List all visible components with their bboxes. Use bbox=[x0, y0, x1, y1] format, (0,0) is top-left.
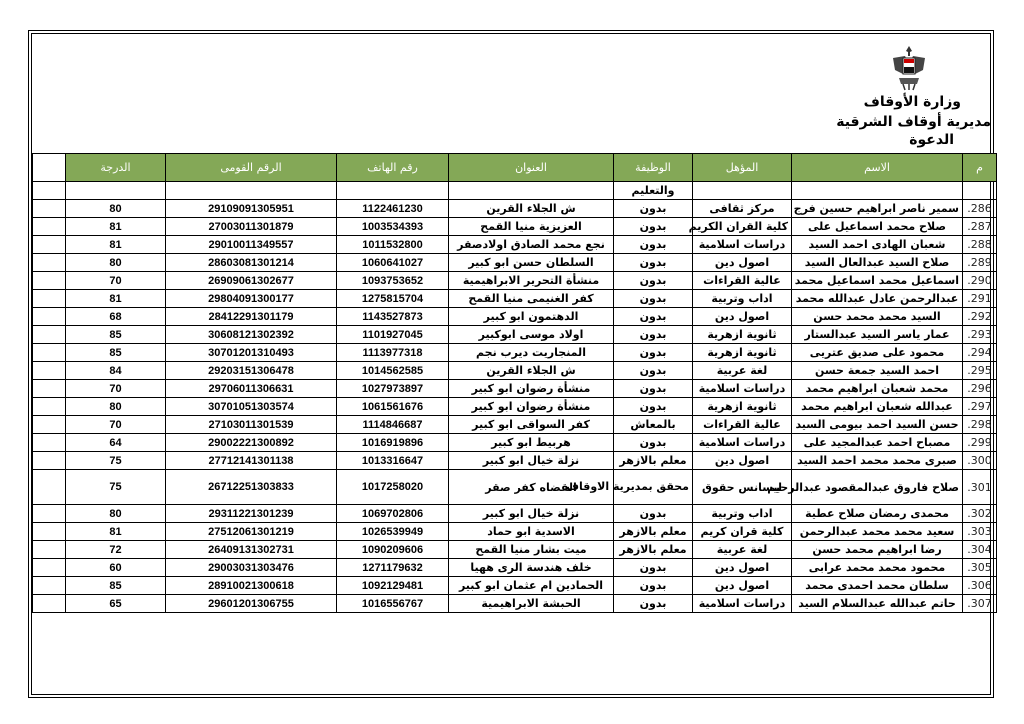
cell-national-id: 29003031303476 bbox=[166, 559, 337, 577]
cell-national-id: 29804091300177 bbox=[166, 290, 337, 308]
cell-index: 300. bbox=[963, 452, 997, 470]
cell-grade: 84 bbox=[66, 362, 166, 380]
cell-spacer bbox=[33, 236, 66, 254]
cell-name: حاتم عبدالله عبدالسلام السيد bbox=[792, 595, 963, 613]
cell-national-id: 27103011301539 bbox=[166, 416, 337, 434]
cell-address: اولاد موسى ابوكبير bbox=[449, 326, 614, 344]
cell-name: صلاح السيد عبدالعال السيد bbox=[792, 254, 963, 272]
cell-grade: 70 bbox=[66, 272, 166, 290]
cell-phone: 1014562585 bbox=[337, 362, 449, 380]
cell-spacer bbox=[33, 218, 66, 236]
cell-name: محمد شعبان ابراهيم محمد bbox=[792, 380, 963, 398]
cell-name bbox=[792, 182, 963, 200]
cell-index: 299. bbox=[963, 434, 997, 452]
cell-name: حسن السيد احمد بيومى السيد bbox=[792, 416, 963, 434]
cell-qualification: اصول دين bbox=[693, 452, 792, 470]
cell-index: 290. bbox=[963, 272, 997, 290]
cell-job: بالمعاش bbox=[614, 416, 693, 434]
cell-address: ش الجلاء القرين bbox=[449, 362, 614, 380]
cell-job: بدون bbox=[614, 326, 693, 344]
cell-grade: 70 bbox=[66, 380, 166, 398]
cell-address: ش الجلاء القرين bbox=[449, 200, 614, 218]
cell-index: 301. bbox=[963, 470, 997, 505]
header-national-id: الرقم القومى bbox=[166, 154, 337, 182]
cell-national-id: 29311221301239 bbox=[166, 505, 337, 523]
cell-phone: 1011532800 bbox=[337, 236, 449, 254]
cell-index: 305. bbox=[963, 559, 997, 577]
cell-qualification: كلية قران كريم bbox=[693, 523, 792, 541]
ministry-title: وزارة الأوقاف bbox=[863, 94, 961, 110]
cell-qualification bbox=[693, 182, 792, 200]
cell-address: العزيزية منيا القمح bbox=[449, 218, 614, 236]
cell-job: بدون bbox=[614, 380, 693, 398]
cell-national-id: 28603081301214 bbox=[166, 254, 337, 272]
cell-qualification: اصول دين bbox=[693, 254, 792, 272]
cell-spacer bbox=[33, 470, 66, 505]
cell-grade: 81 bbox=[66, 290, 166, 308]
cell-address: كفر الغنيمى منيا القمح bbox=[449, 290, 614, 308]
cell-index: 295. bbox=[963, 362, 997, 380]
cell-national-id: 27003011301879 bbox=[166, 218, 337, 236]
table-row bbox=[33, 272, 997, 290]
cell-qualification: كلية القران الكريم bbox=[693, 218, 792, 236]
cell-spacer bbox=[33, 577, 66, 595]
cell-grade bbox=[66, 182, 166, 200]
table-row bbox=[33, 290, 997, 308]
cell-qualification: دراسات اسلامية bbox=[693, 236, 792, 254]
cell-name: محمود على صديق عتريى bbox=[792, 344, 963, 362]
cell-spacer bbox=[33, 344, 66, 362]
table-body bbox=[33, 182, 997, 613]
cell-spacer bbox=[33, 200, 66, 218]
cell-grade: 81 bbox=[66, 218, 166, 236]
cell-address: منشأة رضوان ابو كبير bbox=[449, 398, 614, 416]
header-phone: رقم الهاتف bbox=[337, 154, 449, 182]
header-name: الاسم bbox=[792, 154, 963, 182]
cell-spacer bbox=[33, 254, 66, 272]
cell-job: بدون bbox=[614, 559, 693, 577]
cell-index: 288. bbox=[963, 236, 997, 254]
cell-grade: 81 bbox=[66, 236, 166, 254]
table-row bbox=[33, 577, 997, 595]
department-title: الدعوة bbox=[909, 132, 954, 148]
cell-phone: 1026539949 bbox=[337, 523, 449, 541]
cell-job: بدون bbox=[614, 272, 693, 290]
cell-qualification: ثانوية ازهرية bbox=[693, 344, 792, 362]
cell-job: معلم بالازهر bbox=[614, 523, 693, 541]
cell-job: معلم بالازهر bbox=[614, 452, 693, 470]
cell-qualification: مركز ثقافى bbox=[693, 200, 792, 218]
eagle-emblem-icon bbox=[889, 44, 929, 92]
table-row bbox=[33, 470, 997, 505]
table-row bbox=[33, 523, 997, 541]
cell-spacer bbox=[33, 308, 66, 326]
cell-national-id: 29010011349557 bbox=[166, 236, 337, 254]
cell-qualification: دراسات اسلامية bbox=[693, 595, 792, 613]
cell-spacer bbox=[33, 452, 66, 470]
cell-name: سمير ناصر ابراهيم حسين فرج bbox=[792, 200, 963, 218]
cell-qualification: اصول دين bbox=[693, 559, 792, 577]
cell-name: صلاح فاروق عبدالمقصود عبدالرحيم bbox=[792, 470, 963, 505]
cell-phone: 1143527873 bbox=[337, 308, 449, 326]
cell-spacer bbox=[33, 326, 66, 344]
cell-job: بدون bbox=[614, 200, 693, 218]
cell-grade: 70 bbox=[66, 416, 166, 434]
cell-phone: 1092129481 bbox=[337, 577, 449, 595]
cell-grade: 75 bbox=[66, 470, 166, 505]
cell-grade: 75 bbox=[66, 452, 166, 470]
cell-name: احمد السيد جمعة حسن bbox=[792, 362, 963, 380]
cell-phone: 1122461230 bbox=[337, 200, 449, 218]
cell-name: اسماعيل محمد اسماعيل محمد bbox=[792, 272, 963, 290]
cell-address: نزلة خيال ابو كبير bbox=[449, 505, 614, 523]
cell-phone: 1013316647 bbox=[337, 452, 449, 470]
cell-spacer bbox=[33, 559, 66, 577]
cell-job: بدون bbox=[614, 362, 693, 380]
cell-qualification: عالية القراءات bbox=[693, 272, 792, 290]
cell-spacer bbox=[33, 290, 66, 308]
cell-job: بدون bbox=[614, 290, 693, 308]
cell-national-id: 29706011306631 bbox=[166, 380, 337, 398]
cell-name: مصباح احمد عبدالمجيد على bbox=[792, 434, 963, 452]
cell-job: بدون bbox=[614, 218, 693, 236]
cell-phone: 1027973897 bbox=[337, 380, 449, 398]
cell-index bbox=[963, 182, 997, 200]
cell-job: والتعليم bbox=[614, 182, 693, 200]
cell-address: كفر السواقى ابو كبير bbox=[449, 416, 614, 434]
cell-qualification: ليسانس حقوق bbox=[693, 470, 792, 505]
cell-qualification: اداب وتربية bbox=[693, 505, 792, 523]
cell-address: الحبشة الابراهيمية bbox=[449, 595, 614, 613]
cell-address: منشأة التحرير الابراهيمية bbox=[449, 272, 614, 290]
cell-qualification: اداب وتربية bbox=[693, 290, 792, 308]
cell-name: صلاح محمد اسماعيل على bbox=[792, 218, 963, 236]
cell-job: بدون bbox=[614, 505, 693, 523]
header-spacer bbox=[33, 154, 66, 182]
cell-phone: 1090209606 bbox=[337, 541, 449, 559]
cell-phone: 1275815704 bbox=[337, 290, 449, 308]
cell-national-id: 30701051303574 bbox=[166, 398, 337, 416]
table-row bbox=[33, 398, 997, 416]
cell-index: 293. bbox=[963, 326, 997, 344]
cell-index: 287. bbox=[963, 218, 997, 236]
cell-grade: 85 bbox=[66, 577, 166, 595]
cell-grade: 80 bbox=[66, 200, 166, 218]
cell-job: بدون bbox=[614, 595, 693, 613]
cell-qualification: دراسات اسلامية bbox=[693, 380, 792, 398]
cell-qualification: ثانوية ازهرية bbox=[693, 398, 792, 416]
cell-qualification: عالية القراءات bbox=[693, 416, 792, 434]
cell-index: 292. bbox=[963, 308, 997, 326]
cell-grade: 85 bbox=[66, 344, 166, 362]
cell-address: هربيط ابو كبير bbox=[449, 434, 614, 452]
cell-national-id: 29002221300892 bbox=[166, 434, 337, 452]
cell-phone: 1101927045 bbox=[337, 326, 449, 344]
cell-job: بدون bbox=[614, 434, 693, 452]
cell-qualification: ثانوية ازهرية bbox=[693, 326, 792, 344]
cell-national-id: 28412291301179 bbox=[166, 308, 337, 326]
cell-index: 298. bbox=[963, 416, 997, 434]
cell-name: عبدالرحمن عادل عبدالله محمد bbox=[792, 290, 963, 308]
cell-grade: 80 bbox=[66, 505, 166, 523]
cell-index: 303. bbox=[963, 523, 997, 541]
cell-job: بدون bbox=[614, 308, 693, 326]
table-row bbox=[33, 505, 997, 523]
cell-phone: 1114846687 bbox=[337, 416, 449, 434]
cell-national-id bbox=[166, 182, 337, 200]
cell-index: 291. bbox=[963, 290, 997, 308]
cell-address: القضاه كفر صقر bbox=[449, 470, 614, 505]
cell-spacer bbox=[33, 362, 66, 380]
table-row bbox=[33, 362, 997, 380]
cell-name: سلطان محمد احمدى محمد bbox=[792, 577, 963, 595]
cell-phone: 1016919896 bbox=[337, 434, 449, 452]
cell-address: الاسدية ابو حماد bbox=[449, 523, 614, 541]
header-address: العنوان bbox=[449, 154, 614, 182]
cell-index: 286. bbox=[963, 200, 997, 218]
cell-spacer bbox=[33, 272, 66, 290]
cell-name: محمود محمد محمد عرابى bbox=[792, 559, 963, 577]
cell-national-id: 29601201306755 bbox=[166, 595, 337, 613]
cell-spacer bbox=[33, 416, 66, 434]
cell-name: محمدى رمضان صلاح عطية bbox=[792, 505, 963, 523]
cell-name: السيد محمد محمد حسن bbox=[792, 308, 963, 326]
cell-grade: 60 bbox=[66, 559, 166, 577]
cell-address bbox=[449, 182, 614, 200]
cell-phone: 1093753652 bbox=[337, 272, 449, 290]
cell-national-id: 26909061302677 bbox=[166, 272, 337, 290]
cell-grade: 80 bbox=[66, 398, 166, 416]
cell-index: 296. bbox=[963, 380, 997, 398]
cell-spacer bbox=[33, 505, 66, 523]
table-row-carry-over bbox=[33, 182, 997, 200]
cell-phone: 1069702806 bbox=[337, 505, 449, 523]
cell-address: السلطان حسن ابو كبير bbox=[449, 254, 614, 272]
cell-qualification: لغة عربية bbox=[693, 541, 792, 559]
cell-address: نجع محمد الصادق اولادصقر bbox=[449, 236, 614, 254]
cell-national-id: 27712141301138 bbox=[166, 452, 337, 470]
cell-index: 294. bbox=[963, 344, 997, 362]
cell-national-id: 30701201310493 bbox=[166, 344, 337, 362]
cell-spacer bbox=[33, 380, 66, 398]
table-row bbox=[33, 452, 997, 470]
cell-index: 304. bbox=[963, 541, 997, 559]
cell-national-id: 27512061301219 bbox=[166, 523, 337, 541]
table-header-row bbox=[33, 154, 997, 182]
cell-address: منشأة رضوان ابو كبير bbox=[449, 380, 614, 398]
header-index: م bbox=[963, 154, 997, 182]
cell-spacer bbox=[33, 398, 66, 416]
directorate-title: مديرية أوقاف الشرقية bbox=[836, 114, 991, 130]
cell-grade: 64 bbox=[66, 434, 166, 452]
cell-grade: 65 bbox=[66, 595, 166, 613]
cell-address: ميت بشار منيا القمح bbox=[449, 541, 614, 559]
cell-qualification: اصول دين bbox=[693, 308, 792, 326]
cell-phone: 1061561676 bbox=[337, 398, 449, 416]
cell-address: الدهتمون ابو كبير bbox=[449, 308, 614, 326]
table-row bbox=[33, 236, 997, 254]
table-row bbox=[33, 434, 997, 452]
cell-index: 289. bbox=[963, 254, 997, 272]
table-row bbox=[33, 308, 997, 326]
cell-grade: 72 bbox=[66, 541, 166, 559]
cell-job: بدون bbox=[614, 344, 693, 362]
header-grade: الدرجة bbox=[66, 154, 166, 182]
cell-address: نزلة خيال ابو كبير bbox=[449, 452, 614, 470]
cell-phone bbox=[337, 182, 449, 200]
cell-grade: 68 bbox=[66, 308, 166, 326]
table-row bbox=[33, 559, 997, 577]
cell-grade: 85 bbox=[66, 326, 166, 344]
header-qualification: المؤهل bbox=[693, 154, 792, 182]
cell-grade: 81 bbox=[66, 523, 166, 541]
cell-national-id: 29203151306478 bbox=[166, 362, 337, 380]
cell-job: بدون bbox=[614, 236, 693, 254]
cell-index: 306. bbox=[963, 577, 997, 595]
table-row bbox=[33, 218, 997, 236]
table-row bbox=[33, 344, 997, 362]
cell-grade: 80 bbox=[66, 254, 166, 272]
cell-phone: 1113977318 bbox=[337, 344, 449, 362]
cell-national-id: 30608121302392 bbox=[166, 326, 337, 344]
table-row bbox=[33, 595, 997, 613]
cell-national-id: 26712251303833 bbox=[166, 470, 337, 505]
cell-phone: 1017258020 bbox=[337, 470, 449, 505]
table-row bbox=[33, 416, 997, 434]
cell-qualification: دراسات اسلامية bbox=[693, 434, 792, 452]
cell-name: عبدالله شعبان ابراهيم محمد bbox=[792, 398, 963, 416]
cell-spacer bbox=[33, 182, 66, 200]
cell-name: سعيد محمد محمد عبدالرحمن bbox=[792, 523, 963, 541]
cell-phone: 1271179632 bbox=[337, 559, 449, 577]
header-job: الوظيفة bbox=[614, 154, 693, 182]
cell-national-id: 26409131302731 bbox=[166, 541, 337, 559]
cell-address: خلف هندسة الرى ههيا bbox=[449, 559, 614, 577]
cell-job: معلم بالازهر bbox=[614, 541, 693, 559]
table-row bbox=[33, 326, 997, 344]
cell-national-id: 29109091305951 bbox=[166, 200, 337, 218]
cell-name: رضا ابراهيم محمد حسن bbox=[792, 541, 963, 559]
table-row bbox=[33, 380, 997, 398]
cell-spacer bbox=[33, 523, 66, 541]
cell-spacer bbox=[33, 595, 66, 613]
cell-phone: 1003534393 bbox=[337, 218, 449, 236]
cell-name: شعبان الهادى احمد السيد bbox=[792, 236, 963, 254]
table-row bbox=[33, 254, 997, 272]
candidates-table bbox=[32, 153, 997, 613]
table-row bbox=[33, 541, 997, 559]
cell-name: عمار ياسر السيد عبدالستار bbox=[792, 326, 963, 344]
cell-job: بدون bbox=[614, 398, 693, 416]
cell-job: بدون bbox=[614, 577, 693, 595]
cell-address: المنجاريت ديرب نجم bbox=[449, 344, 614, 362]
cell-name: صبرى محمد محمد احمد السيد bbox=[792, 452, 963, 470]
cell-spacer bbox=[33, 434, 66, 452]
cell-phone: 1060641027 bbox=[337, 254, 449, 272]
cell-job: بدون bbox=[614, 254, 693, 272]
cell-national-id: 28910021300618 bbox=[166, 577, 337, 595]
cell-phone: 1016556767 bbox=[337, 595, 449, 613]
table-row bbox=[33, 200, 997, 218]
cell-job: محقق بمديرية الاوقاف bbox=[614, 470, 693, 505]
cell-index: 307. bbox=[963, 595, 997, 613]
cell-qualification: اصول دين bbox=[693, 577, 792, 595]
cell-index: 302. bbox=[963, 505, 997, 523]
cell-spacer bbox=[33, 541, 66, 559]
cell-address: الحمادين ام عثمان ابو كبير bbox=[449, 577, 614, 595]
cell-index: 297. bbox=[963, 398, 997, 416]
cell-qualification: لغة عربية bbox=[693, 362, 792, 380]
